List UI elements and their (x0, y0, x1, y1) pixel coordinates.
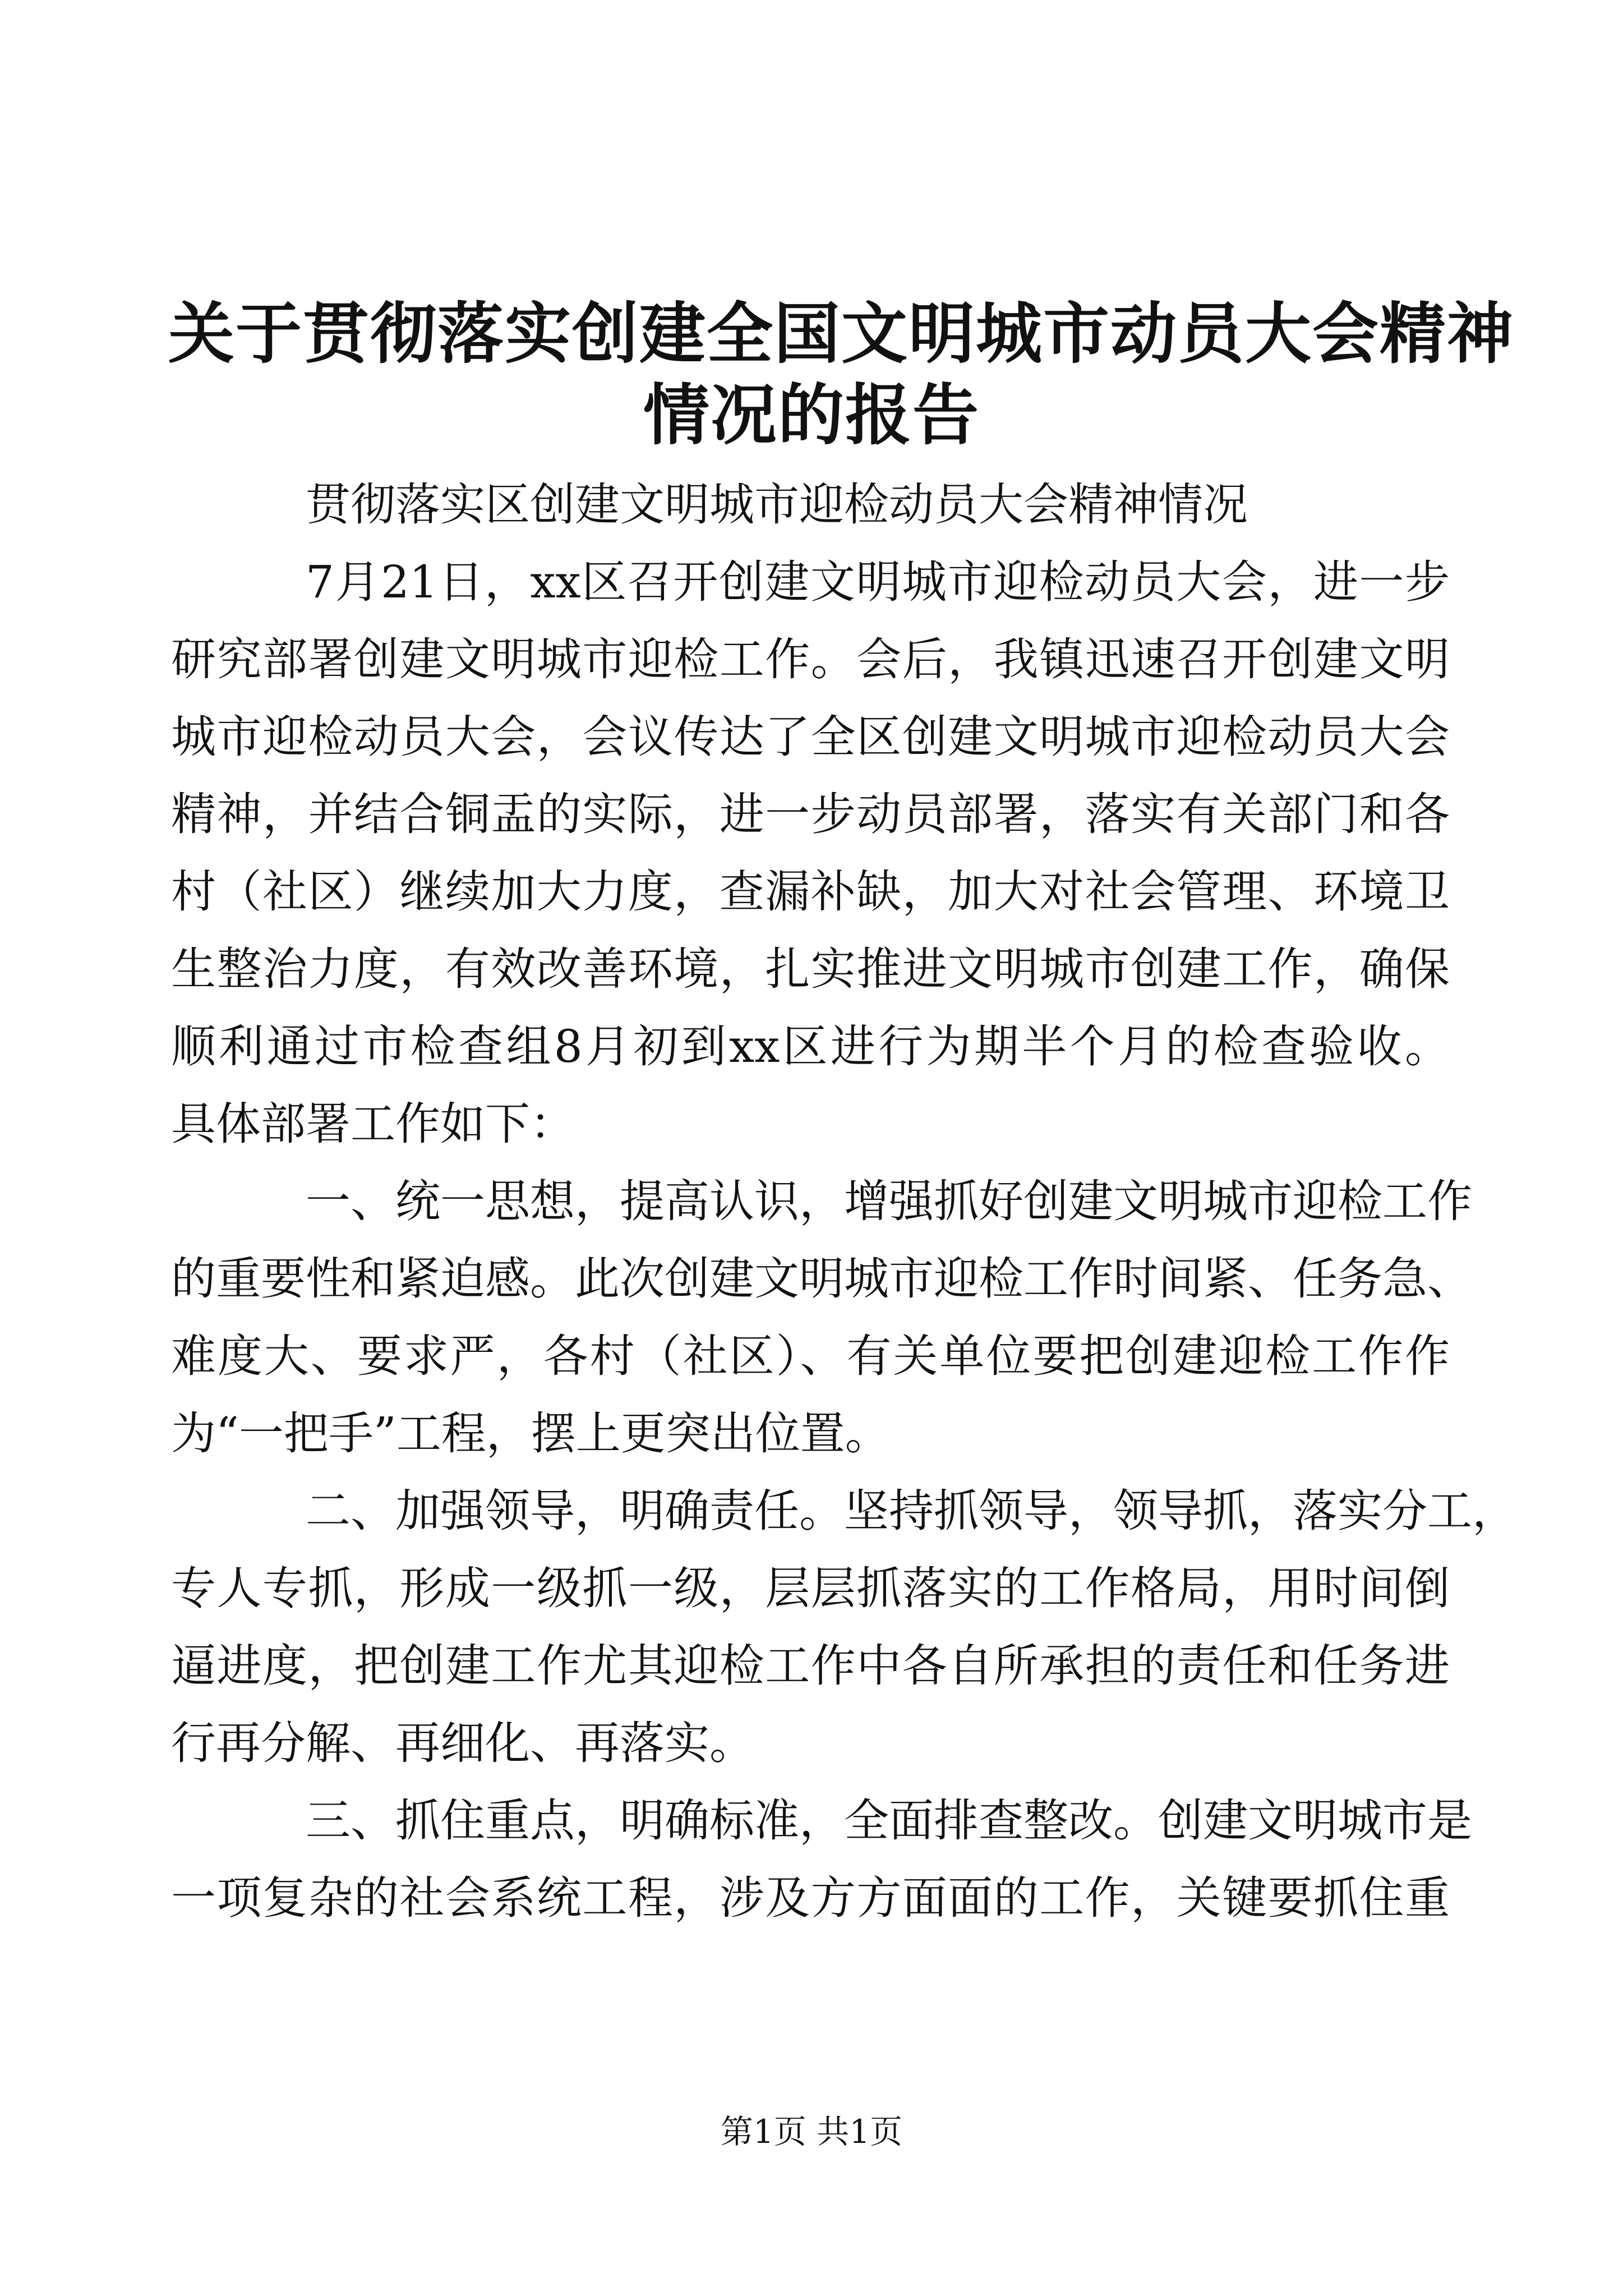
paragraph-line: 一、统一思想，提高认识，增强抓好创建文明城市迎检工作 (306, 1175, 1472, 1227)
paragraph-line: 生整治力度，有效改善环境，扎实推进文明城市创建工作，确保 (171, 943, 1450, 995)
paragraph-line: 研究部署创建文明城市迎检工作。会后，我镇迅速召开创建文明 (171, 633, 1450, 685)
paragraph-line: 逼进度，把创建工作尤其迎检工作中各自所承担的责任和任务进 (171, 1640, 1450, 1692)
document-title-line-1: 关于贯彻落实创建全国文明城市动员大会精神 (168, 295, 1515, 372)
paragraph-line: 村（社区）继续加大力度，查漏补缺，加大对社会管理、环境卫 (171, 866, 1450, 918)
paragraph-line: 一项复杂的社会系统工程，涉及方方面面的工作，关键要抓住重 (171, 1872, 1450, 1924)
paragraph-line: 城市迎检动员大会，会议传达了全区创建文明城市迎检动员大会 (171, 711, 1450, 763)
paragraph-line: 行再分解、再细化、再落实。 (171, 1717, 754, 1769)
paragraph-line: 7月21日，xx区召开创建文明城市迎检动员大会，进一步 (306, 556, 1450, 608)
paragraph-line: 顺利通过市检查组8月初到xx区进行为期半个月的检查验收。 (171, 1020, 1450, 1073)
paragraph-line: 为“一把手”工程，摆上更突出位置。 (171, 1407, 890, 1460)
paragraph-line: 精神，并结合铜盂的实际，进一步动员部署，落实有关部门和各 (171, 788, 1450, 840)
paragraph-line: 二、加强领导，明确责任。坚持抓领导，领导抓，落实分工， (306, 1485, 1517, 1537)
paragraph-line: 的重要性和紧迫感。此次创建文明城市迎检工作时间紧、任务急、 (171, 1253, 1472, 1305)
page-footer: 第1页 共1页 (720, 2113, 903, 2151)
paragraph-line: 专人专抓，形成一级抓一级，层层抓落实的工作格局，用时间倒 (171, 1562, 1450, 1614)
paragraph-line: 三、抓住重点，明确标准，全面排查整改。创建文明城市是 (306, 1795, 1472, 1847)
paragraph-line: 难度大、要求严，各村（社区）、有关单位要把创建迎检工作作 (171, 1330, 1450, 1382)
subtitle-line: 贯彻落实区创建文明城市迎检动员大会精神情况 (306, 478, 1248, 531)
paragraph-line: 具体部署工作如下： (171, 1098, 575, 1150)
document-title-line-2: 情况的报告 (643, 376, 980, 454)
